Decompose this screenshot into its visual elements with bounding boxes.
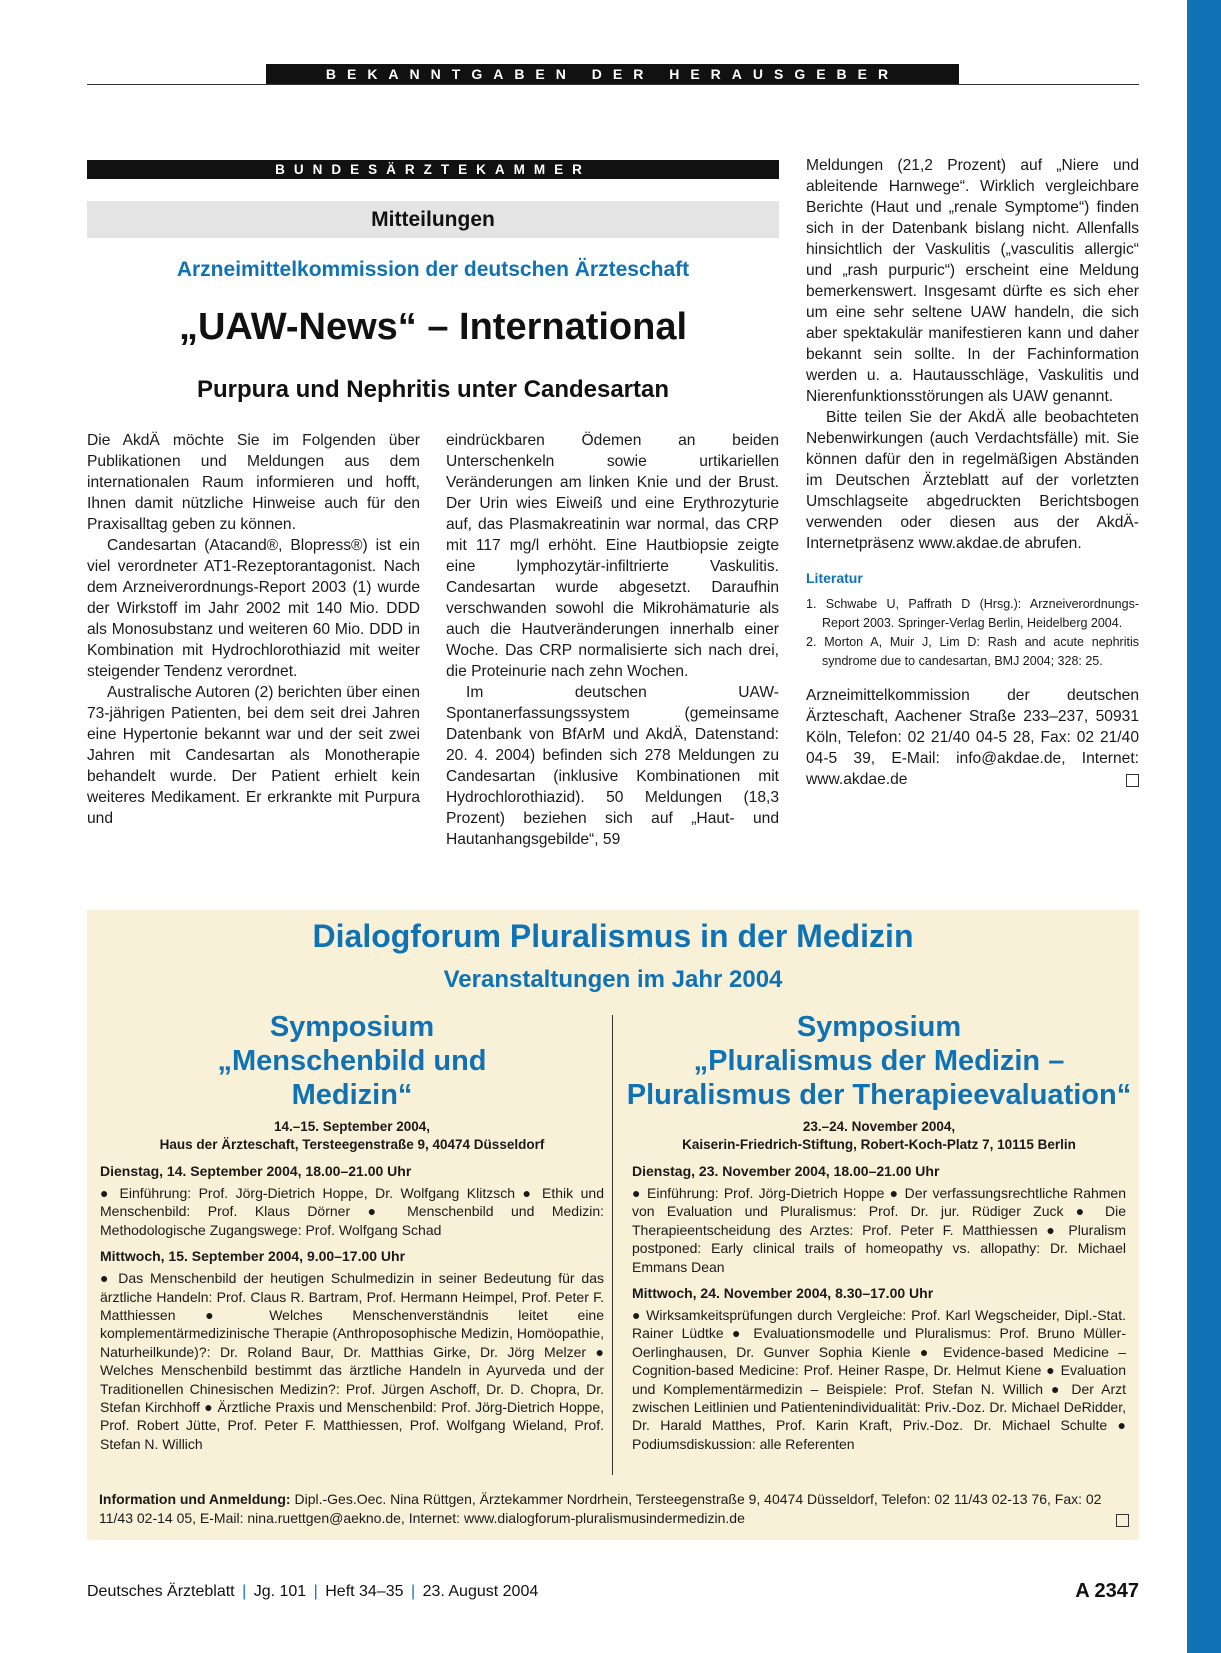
paragraph: Candesartan (Atacand®, Blopress®) ist ein viel verordneter AT1-Rezeptorantagonist. Nach dem Arzneiverordnungs-Report 2003 (1) wurde der Wirkstoff im Jahr 2002 mit 140 Mio. DDD als Monosubstanz und weiteren 60 Mio. DDD in Kombination mit Hydrochlorothiazid mit weiter steigender Tendenz verordnet.: [87, 537, 420, 680]
paragraph: Australische Autoren (2) berichten über einen 73-jährigen Patienten, bei dem seit drei Jahren eine Hypertonie bekannt war und der seit zwei Jahren mit Candesartan als Monotherapie behandelt wurde. Der Patient erhielt kein weiteres Medikament. Er erkrankte mit Purpura und: [87, 684, 420, 827]
reference-list: [806, 595, 1139, 671]
journal-name: Deutsches Ärzteblatt: [87, 1583, 235, 1600]
article-column-3: [806, 155, 1139, 790]
title-line: „Pluralismus der Medizin –: [693, 1045, 1065, 1077]
symposium-title: [624, 1010, 1134, 1112]
page-footer: [87, 1583, 538, 1601]
title-line: Symposium: [269, 1011, 435, 1043]
paragraph: Im deutschen UAW-Spontanerfassungssystem (gemeinsame Datenbank von BfArM und AkdÄ, Datenstand: 20. 4. 2004) befinden sich 278 Meldungen zu Candesartan (inklusive Kombinationen mit Hydrochlorothiazid). 50 Meldungen (18,3 Prozent) beziehen sich auf „Haut- und Hautanhangsgebilde“, 59: [446, 684, 779, 848]
info-label: Information und Anmeldung:: [99, 1491, 291, 1507]
registration-info: [99, 1490, 1129, 1528]
symposium-left: [92, 1010, 612, 1453]
header-rule: [87, 84, 1139, 85]
article-subtitle: Purpura und Nephritis unter Candesartan: [196, 376, 670, 403]
info-text: Dipl.-Ges.Oec. Nina Rüttgen, Ärztekammer Nordrhein, Tersteegenstraße 9, 40474 Düsseldorf, Telefon: 02 11/43 02-13 76, Fax: 02 11/43 02-14 05, E-Mail: nina.ruettgen@aekno.de, Internet: www.dialogforum-pluralismusindermedizin.de: [99, 1491, 1102, 1526]
symposium-venue: Kaiserin-Friedrich-Stiftung, Robert-Koch-Platz 7, 10115 Berlin: [682, 1137, 1076, 1152]
symposium-date: 14.–15. September 2004,: [273, 1119, 431, 1134]
footer-separator: |: [410, 1583, 416, 1600]
symposium-date-venue: [624, 1118, 1134, 1154]
forum-title: Dialogforum Pluralismus in der Medizin: [312, 918, 914, 954]
article-column-1: [87, 430, 420, 829]
forum-subtitle: Veranstaltungen im Jahr 2004: [443, 966, 783, 993]
organization-heading: Arzneimittelkommission der deutschen Ärzteschaft: [176, 258, 690, 281]
symposium-title: [92, 1010, 612, 1112]
day-program: ● Das Menschenbild der heutigen Schulmedizin in seiner Bedeutung für das ärztliche Handeln: Prof. Claus R. Bartram, Prof. Hermann Heimpel, Prof. Peter F. Matthiessen ● Welches Menschenverständnis leitet eine komplementärmedizinische Therapie (Anthroposophische Medizin, Homöopathie, Naturheilkunde)?: Dr. Roland Baur, Dr. Matthias Girke, Dr. Jörg Melzer ● Welches Menschenbild bestimmt das ärztliche Handeln in Ayurveda und der Traditionellen Chinesischen Medizin?: Prof. Jürgen Aschoff, Dr. D. Chopra, Dr. Stefan Kirchhoff ● Ärztliche Praxis und Menschenbild: Prof. Jörg-Dietrich Hoppe, Prof. Robert Jütte, Prof. Peter F. Matthiessen, Prof. Wolfgang Wieland, Prof. Stefan N. Willich: [100, 1270, 605, 1452]
category-heading: Mitteilungen: [87, 201, 779, 238]
edge-color-strip: [1187, 0, 1221, 1653]
title-line: Pluralismus der Therapieevaluation“: [626, 1079, 1132, 1111]
page-number: A 2347: [1075, 1580, 1139, 1602]
paragraph: eindrückbaren Ödemen an beiden Unterschenkeln sowie urtikariellen Veränderungen am linken Knie und der Brust. Der Urin wies Eiweiß und eine Erythrozyturie auf, das Plasmakreatinin war normal, das CRP mit 117 mg/l erhöht. Eine Hautbiopsie zeigte eine lymphozytär-infiltrierte Vaskulitis. Candesartan wurde abgesetzt. Daraufhin verschwanden sowohl die Mikrohämaturie als auch die Hautveränderungen innerhalb einer Woche. Das CRP normalisierte sich nach drei, die Proteinurie nach zehn Wochen.: [446, 432, 779, 680]
title-line: Medizin“: [291, 1079, 413, 1111]
article-title: „UAW-News“ – International: [178, 306, 688, 348]
end-mark-icon: [1116, 1514, 1129, 1527]
address-text: Arzneimittelkommission der deutschen Ärzteschaft, Aachener Straße 233–237, 50931 Köln, Telefon: 02 21/40 04-5 28, Fax: 02 21/40 04-5 39, E-Mail: info@akdae.de, Internet: www.akdae.de: [806, 687, 1139, 788]
title-line: „Menschenbild und: [217, 1045, 487, 1077]
symposium-venue: Haus der Ärzteschaft, Tersteegenstraße 9, 40474 Düsseldorf: [159, 1137, 545, 1152]
column-divider: [612, 1015, 613, 1475]
paragraph: Bitte teilen Sie der AkdÄ alle beobachteten Nebenwirkungen (auch Verdachtsfälle) mit. Sie können dafür den in regelmäßigen Abständen im Deutschen Ärzteblatt auf der vorletzten Umschlagseite abgedruckten Berichtsbogen verwenden oder diesen aus der AkdÄ-Internetpräsenz www.akdae.de abrufen.: [806, 409, 1139, 552]
day-program: ● Einführung: Prof. Jörg-Dietrich Hoppe ● Der verfassungsrechtliche Rahmen von Evaluation und Pluralismus: Prof. Dr. jur. Rüdiger Zuck ● Die Therapieentscheidung des Arztes: Prof. Peter F. Matthiessen ● Pluralism postponed: Early clinical trails of homeopathy vs. allopathy: Dr. Michael Emmans Dean: [632, 1185, 1126, 1275]
contact-address: [806, 685, 1139, 790]
day-program: ● Wirksamkeitsprüfungen durch Vergleiche: Prof. Karl Wegscheider, Dipl.-Stat. Rainer Lüdtke ● Evaluationsmodelle und Pluralismus: Prof. Bruno Müller-Oerlinghausen, Dr. Gunver Sophia Kienle ● Evidence-based Medicine – Cognition-based Medicine: Prof. Heiner Raspe, Dr. Helmut Kiene ● Evaluation und Komplementärmedizin – Beispiele: Prof. Stefan N. Willich ● Der Arzt zwischen Leitlinien und Patientenindividualität: Priv.-Doz. Dr. Michael DeRidder, Dr. Harald Matthes, Prof. Karin Kraft, Priv.-Doz. Dr. Michael Schulte ● Podiumsdiskussion: alle Referenten: [632, 1307, 1126, 1452]
day-program: ● Einführung: Prof. Jörg-Dietrich Hoppe, Dr. Wolfgang Klitzsch ● Ethik und Menschenbild: Prof. Klaus Dörner ● Menschenbild und Medizin: Methodologische Zugangswege: Prof. Wolfgang Schad: [100, 1185, 604, 1238]
issue-date: 23. August 2004: [422, 1583, 539, 1600]
end-mark-icon: [1126, 774, 1139, 787]
reference-item: 1. Schwabe U, Paffrath D (Hrsg.): Arzneiverordnungs-Report 2003. Springer-Verlag Berlin, Heidelberg 2004.: [806, 597, 1139, 630]
day-heading: Mittwoch, 24. November 2004, 8.30–17.00 Uhr: [632, 1285, 934, 1302]
section-label: BUNDESÄRZTEKAMMER: [87, 160, 779, 179]
day-heading: Dienstag, 23. November 2004, 18.00–21.00 Uhr: [632, 1163, 940, 1179]
page-header-banner: BEKANNTGABEN DER HERAUSGEBER: [266, 64, 959, 85]
article-column-2: [446, 430, 779, 850]
journal-issue: Heft 34–35: [325, 1583, 404, 1600]
symposium-date-venue: [92, 1118, 612, 1154]
title-line: Symposium: [796, 1011, 962, 1043]
day-heading: Mittwoch, 15. September 2004, 9.00–17.00 Uhr: [100, 1248, 406, 1265]
paragraph: Meldungen (21,2 Prozent) auf „Niere und ableitende Harnwege“. Wirklich vergleichbare Berichte (Haut und „renale Symptome“) finden sich in der Datenbank bislang nicht. Allenfalls hinsichtlich der Vaskulitis („vasculitis allergic“ und „rash purpuric“) erscheint eine Meldung bemerkenswert. Insgesamt dürfte es sich eher um eine sehr seltene UAW handeln, die sich aber spektakulär manifestieren kann und daher bekannt sein sollte. In der Fachinformation werden u. a. Hautausschläge, Vaskulitis und Nierenfunktionsstörungen als UAW genannt.: [806, 157, 1139, 405]
day-heading: Dienstag, 14. September 2004, 18.00–21.00 Uhr: [100, 1163, 412, 1179]
paragraph: Die AkdÄ möchte Sie im Folgenden über Publikationen und Meldungen aus dem internationalen Raum informieren und hofft, Ihnen damit nützliche Hinweise auch für den Praxisalltag geben zu können.: [87, 432, 420, 533]
symposium-right: [624, 1010, 1134, 1453]
event-panel: [87, 910, 1139, 1540]
literature-heading: Literatur: [806, 570, 863, 586]
footer-separator: |: [313, 1583, 318, 1600]
reference-item: 2. Morton A, Muir J, Lim D: Rash and acute nephritis syndrome due to candesartan, BMJ 2004; 328: 25.: [806, 635, 1139, 668]
footer-separator: |: [242, 1583, 247, 1600]
symposium-date: 23.–24. November 2004,: [802, 1119, 956, 1134]
journal-volume: Jg. 101: [253, 1583, 307, 1600]
